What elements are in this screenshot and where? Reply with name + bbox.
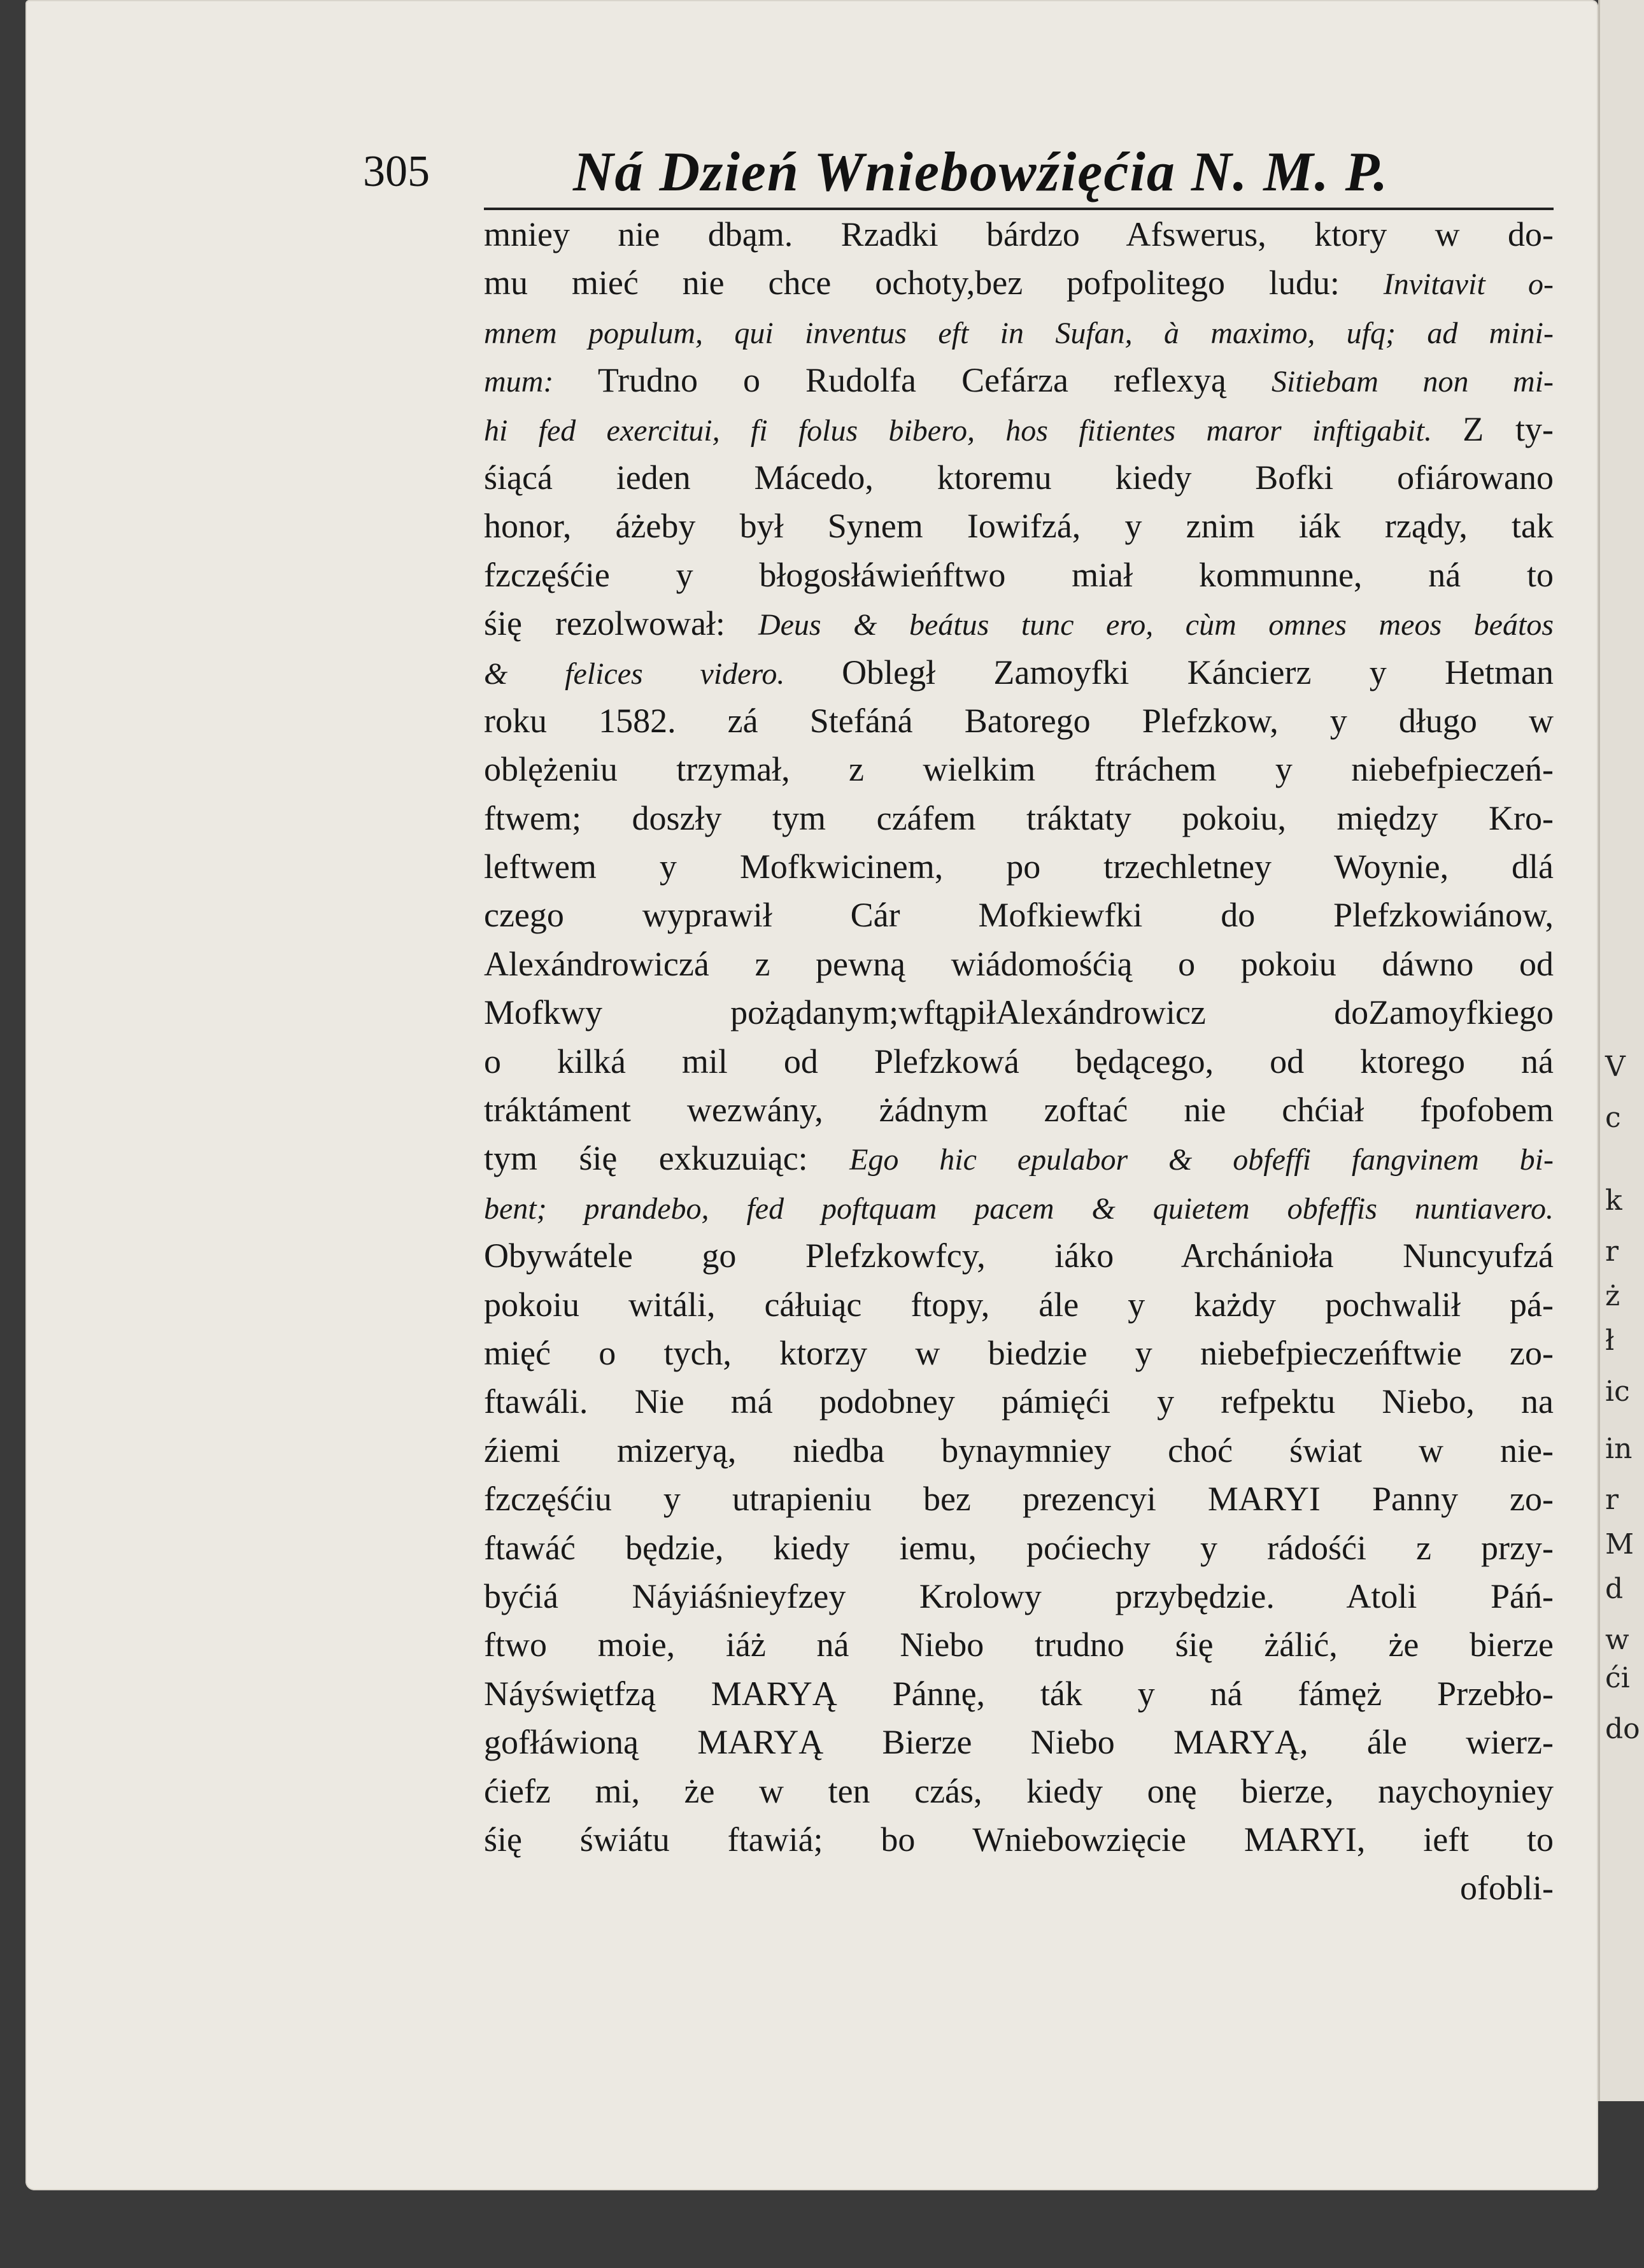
text-line <box>484 1524 1554 1572</box>
latin-italic-text: Sitiebam non mi- <box>1271 365 1554 399</box>
text-line <box>484 259 1554 307</box>
polish-text: śię rezolwował: <box>484 604 758 643</box>
adjacent-page-fragment: do <box>1605 1713 1640 1745</box>
text-line <box>484 1037 1554 1086</box>
adjacent-page-fragment: r <box>1605 1235 1619 1268</box>
latin-italic-text: hi fed exercitui, fi folus bibero, hos fitientes maror inftigabit. <box>484 413 1463 448</box>
text-line <box>484 1426 1554 1475</box>
adjacent-page-fragment: ż <box>1605 1280 1620 1312</box>
latin-italic-text: Invitavit o- <box>1383 267 1554 302</box>
text-line <box>484 794 1554 842</box>
latin-italic-text: mum: <box>484 365 598 399</box>
text-line <box>484 1329 1554 1377</box>
latin-italic-text: Deus & beátus tunc ero, cùm omnes meos beátos <box>758 608 1554 642</box>
latin-italic-text: bent; prandebo, fed poftquam pacem & quietem obfeffis nuntiavero. <box>484 1191 1554 1226</box>
adjacent-page-fragment: ł <box>1605 1324 1615 1357</box>
text-line <box>484 697 1554 745</box>
polish-text: śiącá ieden Mácedo, ktoremu kiedy Bofki ofiárowano <box>484 458 1554 497</box>
text-line <box>484 745 1554 793</box>
polish-text: tym śię exkuzuiąc: <box>484 1139 850 1178</box>
adjacent-page-fragment: r <box>1605 1484 1619 1516</box>
text-line <box>484 551 1554 599</box>
adjacent-page-fragment: k <box>1605 1184 1622 1217</box>
polish-text: ftawáli. Nie má podobney pámięći y refpektu Niebo, na <box>484 1382 1554 1421</box>
text-line <box>484 405 1554 453</box>
text-line <box>484 1815 1554 1864</box>
text-line <box>484 210 1554 259</box>
polish-text: ćiefz mi, że w ten czás, kiedy onę bierze, naychoyniey <box>484 1771 1554 1810</box>
polish-text: leftwem y Mofkwicinem, po trzechletney Woynie, dlá <box>484 847 1554 886</box>
text-line <box>484 940 1554 988</box>
polish-text: roku 1582. zá Stefáná Batorego Plefzkow, y długo w <box>484 701 1554 740</box>
polish-text: byćiá Náyiáśnieyfzey Krolowy przybędzie. Atoli Páń- <box>484 1577 1554 1615</box>
polish-text: oblężeniu trzymał, z wielkim ftráchem y niebefpieczeń- <box>484 750 1554 789</box>
polish-text: czego wyprawił Cár Mofkiewfki do Plefzkowiánow, <box>484 896 1554 935</box>
polish-text: Náyświętfzą MARYĄ Pánnę, ták y ná fámęż Przebło- <box>484 1674 1554 1713</box>
text-line <box>484 599 1554 648</box>
text-line <box>484 1086 1554 1134</box>
text-line <box>484 1280 1554 1329</box>
polish-text: honor, áżeby był Synem Iowifzá, y znim iák rządy, tak <box>484 507 1554 546</box>
latin-italic-text: & felices videro. <box>484 656 842 691</box>
adjacent-page-fragment: c <box>1605 1102 1621 1134</box>
text-line <box>484 1718 1554 1766</box>
polish-text: pokoiu witáli, cáłuiąc ftopy, ále y każdy pochwalił pá- <box>484 1285 1554 1324</box>
polish-text: mu mieć nie chce ochoty,bez pofpolitego ludu: <box>484 264 1384 302</box>
polish-text: mniey nie dbąm. Rzadki bárdzo Afswerus, ktory w do- <box>484 215 1554 253</box>
adjacent-page-fragment: d <box>1605 1573 1624 1605</box>
polish-text: ftwem; doszły tym czáfem tráktaty pokoiu, między Kro- <box>484 798 1554 837</box>
latin-italic-text: Ego hic epulabor & obfeffi fangvinem bi- <box>849 1143 1554 1177</box>
text-line <box>484 1572 1554 1620</box>
adjacent-page-fragment: ći <box>1605 1662 1630 1694</box>
running-head <box>363 140 1554 210</box>
text-line <box>484 891 1554 939</box>
body-text <box>484 210 1554 1913</box>
text-line <box>484 1475 1554 1523</box>
polish-text: o kilká mil od Plefzkowá będącego, od ktorego ná <box>484 1042 1554 1081</box>
text-line <box>484 453 1554 502</box>
polish-text: śię świátu ftawiá; bo Wniebowzięcie MARYI, ieft to <box>484 1820 1554 1859</box>
text-line <box>484 648 1554 697</box>
adjacent-page-fragment: V <box>1605 1051 1626 1083</box>
polish-text: fzczęśćie y błogosłáwieńftwo miał kommunne, ná to <box>484 555 1554 594</box>
polish-text: fzczęśćiu y utrapieniu bez prezencyi MARYI Panny zo- <box>484 1480 1554 1519</box>
latin-italic-text: mnem populum, qui inventus eft in Sufan, à maximo, ufq; ad mini- <box>484 316 1554 350</box>
polish-text: Trudno o Rudolfa Cefárza reflexyą <box>597 361 1272 400</box>
polish-text: tráktáment wezwány, żádnym zoftać nie chćiał fpofobem <box>484 1091 1554 1130</box>
page-number: 305 <box>363 147 430 196</box>
adjacent-page-edge <box>1598 0 1644 2101</box>
polish-text: Obległ Zamoyfki Káncierz y Hetman <box>842 653 1554 691</box>
polish-text: Alexándrowiczá z pewną wiádomośćią o pokoiu dáwno od <box>484 944 1554 983</box>
text-line <box>484 1231 1554 1280</box>
polish-text: Z ty- <box>1463 409 1554 448</box>
text-line <box>484 308 1554 356</box>
text-line <box>484 502 1554 550</box>
polish-text: gofłáwioną MARYĄ Bierze Niebo MARYĄ, ále wierz- <box>484 1723 1554 1762</box>
text-line <box>484 842 1554 891</box>
adjacent-page-fragment: in <box>1605 1433 1633 1465</box>
text-line <box>484 1767 1554 1815</box>
text-line <box>484 988 1554 1037</box>
adjacent-page-fragment: ic <box>1605 1375 1630 1408</box>
polish-text: mięć o tych, ktorzy w biedzie y niebefpieczeńftwie zo- <box>484 1333 1554 1372</box>
polish-text: Obywátele go Plefzkowfcy, iáko Archánioła Nuncyufzá <box>484 1237 1554 1275</box>
text-line <box>484 1134 1554 1182</box>
text-line <box>484 356 1554 404</box>
text-line <box>484 1377 1554 1426</box>
text-line <box>484 1669 1554 1718</box>
running-title: Ná Dzień Wniebowźięćia N. M. P. <box>573 141 1389 203</box>
text-line <box>484 1620 1554 1669</box>
text-line <box>484 1183 1554 1231</box>
adjacent-page-fragment: M <box>1605 1528 1634 1561</box>
catchword: ofobli- <box>1460 1869 1554 1908</box>
polish-text: Mofkwy pożądanym;wftąpiłAlexándrowicz doZamoyfkiego <box>484 993 1554 1032</box>
adjacent-page-fragment: w <box>1605 1624 1629 1656</box>
polish-text: ftawáć będzie, kiedy iemu, poćiechy y rádośći z przy- <box>484 1528 1554 1567</box>
polish-text: ftwo moie, iáż ná Niebo trudno śię żálić, że bierze <box>484 1626 1554 1664</box>
polish-text: źiemi mizeryą, niedba bynaymniey choć świat w nie- <box>484 1431 1554 1470</box>
